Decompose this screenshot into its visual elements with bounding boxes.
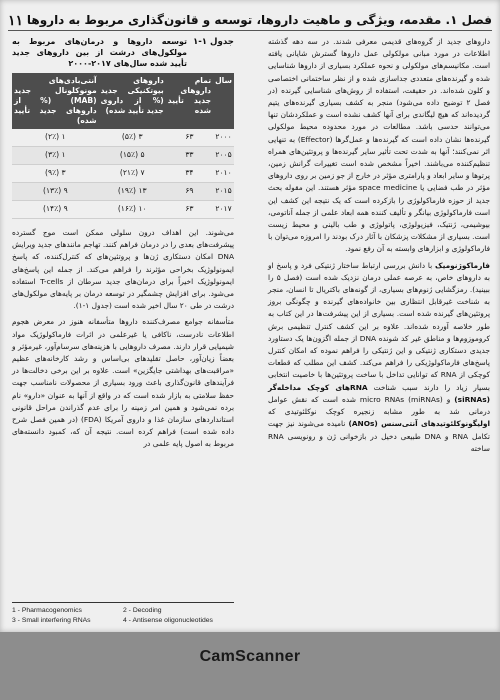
paragraph: داروهای جدید از گروه‌های قدیمی معرفی شدند. در سه دهه گذشته اطلاعات در مورد مبانی مولکولی عمل داروها گسترش شایانی یافته است. مکانیسم‌های مولکولی و نحوه عملکرد بسیاری از داروها شناسایی شده و گیرنده‌های متعددی جداسازی شده و از نظر ساختمانی اختصاصی و کلون شده‌اند. در حقیقت، استفاده از روش‌های شناسایی گیرنده (در فصل ۲ توضیح داده می‌شود) منجر به کشف بسیاری گیرنده‌های یتیم گردیده‌اند که هیچ لیگاندی برای آنها کشف نشده است و عملکردشان تنها می‌توانند حدسی باشد. مطالعات در مورد محدوده محیط مولکولی گیرنده‌ها نشان داده است که گیرنده‌ها و عمل‌گرها (Effector) به تنهایی اثر نمی‌کنند؛ آنها به شدت تحت تأثیر سایر گیرنده‌ها و پروتئین‌های همراه تنظیم‌کننده می‌باشند. اخیراً مشخص شده است تغییرات گرانش زمین، پرتوها و سایر ابعاد و پارامتری مؤثر در خارج از جو زمین بر روی داروهای مؤثر در طب فضایی یا space medicine مؤثر هستند. این مقوله بحث جدید از حوزه فارماکولوژی را بازکرده است که یک نتیجه این کشف این است فارماکولوژی بیانگر و تألیف کننده همه ابعاد علمی از جمله آناتومی، بیوشیمی، ژنتیک، فیزیولوژی، پاتولوژی و طب بالینی و محیط زیست است. بسیاری از مشکلات پزشکان با آثار درک بودند را امروزه می‌توان با فارماکولوژی و ابزارهای وابسته به آن رفع نمود.: [268, 37, 490, 254]
cell-biotech: ۱۰ (۱۶٪): [99, 201, 166, 219]
paragraph: [268, 260, 490, 455]
drug-approvals-table: [12, 73, 234, 219]
paragraph: می‌شوند. این اهداف درون سلولی ممکن است موج گسترده پیشرفت‌های بعدی را در درمان فراهم کنند. تهاجم مانندهای جدید ویرایش DNA امکان دستکاری ژن‌ها و پروتئین‌های که کنترل‌کننده، که پاسخ ایمونولوژیک بخراحی مؤثرند را فراهم می‌کند. از جمله این پاسخ‌های ایمونولوژیک اخیراً برای درمان‌های جدید سرطان از T-cells استفاده می‌شود. برای افزایش چشمگیر در توسعه درمان بر پایه‌های مولکول‌های درشت در طی ۲۰ سال اخیر شده است (جدول ۱-۱).: [12, 228, 234, 311]
left-text-column: [12, 36, 234, 455]
term-pharmacogenomics: فارماکوژنومیک: [435, 260, 490, 270]
table-number: جدول ۱-۱: [192, 37, 234, 47]
cell-year: ۲۰۱۰: [213, 165, 234, 183]
footnote: 4 - Antisense oligonucleotides: [123, 617, 213, 624]
cell-mab: ۱ (۳٪): [12, 147, 99, 165]
cell-mab: ۱ (۲٪): [12, 129, 99, 147]
paragraph-text: و micro RNAs (miRNAs) شده است که نقش عوامل درمانی شد به طور مشابه زنجیره کوچک نوکلئوتیدی که: [268, 394, 490, 417]
term-anos: اولیگونوکلئوتیدهای آنتی‌سنس (ANOs): [348, 419, 490, 429]
chapter-title: فصل ۱. مقدمه، ویژگی و ماهیت داروها، توسعه و قانون‌گذاری مربوط به داروها: [26, 13, 492, 27]
col-header-all-new-drugs: تمام داروهای جدید تأیید شده: [166, 73, 213, 129]
table-caption: توسعه داروها و درمان‌های مربوط به مولکول‌های درشت از بین داروهای جدید تأیید شده سال‌های ۲۰۱۷-۲۰۰۰: [12, 37, 187, 68]
table-row: [12, 147, 234, 165]
cell-year: ۲۰۱۷: [213, 201, 234, 219]
col-header-mab: آنتی‌بادی‌های مونوکلونال جدید (MAB) (% از داروهای جدید تأیید شده): [12, 73, 99, 129]
footnote: 3 - Small interfering RNAs: [12, 617, 91, 624]
table-row: [12, 165, 234, 183]
running-header: [8, 10, 492, 31]
cell-all-drugs: ۳۳: [166, 147, 213, 165]
term-sirna: RNAهای کوچک مداخله‌گر (siRNAs): [268, 382, 490, 404]
cell-biotech: ۱۳ (۱۹٪): [99, 183, 166, 201]
cell-all-drugs: ۶۳: [166, 129, 213, 147]
right-text-column: [268, 36, 490, 459]
table-row: [12, 201, 234, 219]
cell-mab: ۳ (۹٪): [12, 165, 99, 183]
scanner-watermark: CamScanner: [199, 648, 301, 665]
cell-all-drugs: ۶۹: [166, 183, 213, 201]
cell-mab: ۹ (۱۳٪): [12, 183, 99, 201]
footnote: 1 - Pharmacogenomics: [12, 607, 82, 614]
cell-biotech: ۳ (۵٪): [99, 129, 166, 147]
paragraph-text: نامیده می‌شوند نیز جهت تکامل RNA و DNA طبیعی دخیل در بازخوانی ژن و رونویسی RNA ساخته: [268, 419, 490, 453]
paragraph-text: با دانش بررسی ارتباط ساختار ژنتیکی فرد و پاسخ او به داروهای خاص، به عرصه عملی درمان نزدیک شده است (فصل ۵ را ببینید). رمزگشایی ژنوم‌های بسیاری، از گونه‌های باکتریال تا انسان، منجر به شناخت غیرقابل انتظاری بین خانواده‌های گیرنده و چگونگی بروز پروتئین‌های گیرنده شده است. بسیاری از این پیشرفت‌ها در این کتاب به طور خلاصه آورده شده‌اند. علاوه بر این کشف کنترل تنظیمی برش کروموزوم‌ها و مناطق غیر کد شونده DNA از جمله اگزون‌ها یک دستاورد جدیدی دستکاری ژنتیکی و این ژنتیکی را فراهم نموده که امکان کنترل پاسخ‌های فارماکولوژیکی را فراهم می‌کند. کشف این مطلب که قطعات کوچکی از RNA که توانایی تداخل با ساخت پروتئین‌ها با خاصیت انتخابی بسیار زیاد را دارند سبب شناخت: [268, 260, 491, 392]
footnotes: [12, 602, 234, 626]
table-heading: [12, 36, 234, 69]
paragraph: متأسفانه جوامع مصرف‌کننده داروها متأسفانه هنوز در معرض هجوم اطلاعات نادرست، ناکافی یا غیرعلمی در اثرات فارماکولوژیک مواد شیمیایی قرار دارند. مصرف داروهایی با هزینه‌های سرسام‌آور، غیرمؤثر و بعضاً زیان‌آور، حاصل تقلیدهای بی‌اساس و رشد کارخانه‌های عظیم «مراقبت‌های بهداشتی جایگزین» است. علاوه بر این برخی دخالت‌ها در فرآیندهای قانون‌گذاری باعث ورود بسیاری از محصولات نامناسب جهت حفظ سلامتی به بازار شده است که در واقع از آنها به عنوان «دارو» نام برده نمی‌شود و همین امر زمینه را برای عدم گذراندن مراحل قانونی استانداردهای سازمان غذا و داروی آمریکا (FDA) (در همین فصل شرح داده شده است) فراهم کرده است. نتیجه آن که، کمبود دانسته‌های مربوط به اصول پایه علمی در: [12, 317, 234, 449]
cell-biotech: ۷ (۲۱٪): [99, 165, 166, 183]
table-header-row: [12, 73, 234, 129]
table-row: [12, 183, 234, 201]
cell-biotech: ۵ (۱۵٪): [99, 147, 166, 165]
table-1-1: [12, 36, 234, 219]
col-header-biotech-drugs: داروهای بیوتکنیکی جدید (% از داروی جدید تأیید شده): [99, 73, 166, 129]
cell-year: ۲۰۰۵: [213, 147, 234, 165]
cell-year: ۲۰۰۰: [213, 129, 234, 147]
col-header-year: سال: [213, 73, 234, 129]
footnote: 2 - Decoding: [123, 607, 162, 614]
cell-all-drugs: ۶۳: [166, 201, 213, 219]
cell-year: ۲۰۱۵: [213, 183, 234, 201]
table-row: [12, 129, 234, 147]
cell-all-drugs: ۳۴: [166, 165, 213, 183]
page-number: ۱۱: [8, 11, 24, 28]
cell-mab: ۹ (۱۴٪): [12, 201, 99, 219]
